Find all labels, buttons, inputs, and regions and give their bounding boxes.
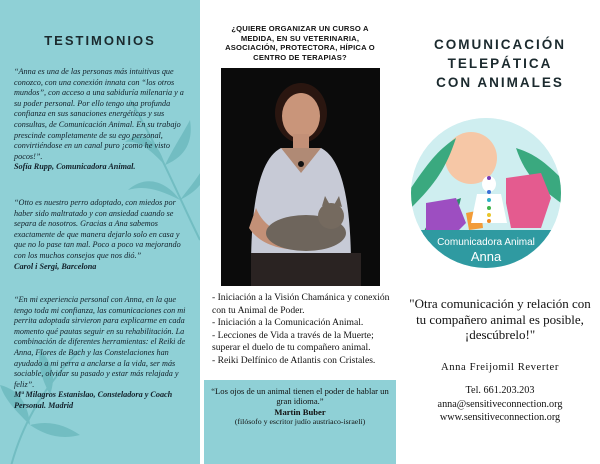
logo-name: Anna (470, 249, 502, 264)
testimonial-text: “En mi experiencia personal con Anna, en la que tengo toda mi confianza, las comunicaciones con mi perrita adoptada sirvieron para explicarme en cada momento qué pautas seguir en su rehabilitación. La combinación de diferentes herramientas: el Reiki de Anna, Flores de Bach y las Constelaciones han ayudado a mi perra a anclarse a la vida, ser más sociable, olvidar su pasado y estar más relajada y feliz”. (14, 295, 186, 389)
quote-text: “Los ojos de un animal tienen el poder de hablar un gran idioma.” (211, 386, 389, 407)
main-title-line: COMUNICACIÓN (434, 37, 566, 52)
testimonial-text: “Anna es una de las personas más intuitivas que conozco, con una conexión innata con “los otros mundos”, con acceso a una sabiduría milenaria y a su poder personal. Por ello tengo una profunda confianza en sus sanaciones energéticas y sus consultas, de Comunicación Animal. En su trabajo prescinde completamente de su ego personal, convirtiéndose en un canal puro ¡como he visto pocos!”. (14, 67, 184, 161)
logo-circle (411, 118, 561, 268)
testimonial-author: Sofía Rupp, Comunicadora Animal. (14, 162, 136, 172)
phone: Tel. 661.203.203 (465, 385, 535, 396)
logo-text: Comunicadora Animal (437, 237, 535, 248)
contact-info (408, 384, 592, 425)
main-title-line: TELEPÁTICA (447, 56, 553, 71)
email-link[interactable]: anna@sensitiveconnection.org (437, 398, 563, 410)
course-question: ¿QUIERE ORGANIZAR UN CURSO A MEDIDA, EN SU VETERINARIA, ASOCIACIÓN, PROTECTORA, HÍPICA O CENTRO DE TERAPIAS? (225, 24, 375, 62)
course-item: - Reiki Delfínico de Atlantis con Cristales. (212, 354, 376, 366)
testimonial-1 (14, 67, 186, 173)
logo-illustration (411, 118, 561, 268)
testimonial-3 (14, 295, 186, 412)
testimonial-2 (14, 198, 186, 272)
website-link[interactable]: www.sensitiveconnection.org (439, 412, 561, 424)
author-name: Anna Freijomil Reverter (441, 362, 559, 373)
quote-author: Martin Buber (274, 406, 326, 417)
testimonial-author: Mª Milagros Estanislao, Consteladora y Coach Personal. Madrid (14, 390, 173, 410)
portrait-photo (221, 68, 380, 286)
testimonial-text: “Otto es nuestro perro adoptado, con miedos por haber sido maltratado y con ansiedad cuando se separa de nosotros. Gracias a Ana sabemos exactamente de que manera dejarlo solo en casa y que no lo pase tan mal. Poco a poco va mejorando con los muchos consejos que nos dió.” (14, 198, 181, 260)
testimonials-title: TESTIMONIOS (44, 33, 156, 48)
slogan: "Otra comunicación y relación con tu compañero animal es posible, ¡descúbrelo!" (409, 296, 591, 343)
main-title-line: CON ANIMALES (436, 75, 564, 90)
quote (206, 386, 394, 428)
main-title (410, 35, 590, 92)
testimonial-author: Carol i Sergi, Barcelona (14, 261, 97, 271)
quote-author-description: (filósofo y escritor judío austriaco-israelí) (234, 417, 366, 427)
portrait-illustration (221, 68, 380, 286)
course-item: - Iniciación a la Comunicación Animal. (212, 317, 364, 329)
course-list (212, 292, 394, 368)
course-item: - Lecciones de Vida a través de la Muerte; superar el duelo de tu compañero animal. (212, 329, 374, 354)
course-item: - Iniciación a la Visión Chamánica y conexión con tu Animal de Poder. (212, 292, 390, 316)
